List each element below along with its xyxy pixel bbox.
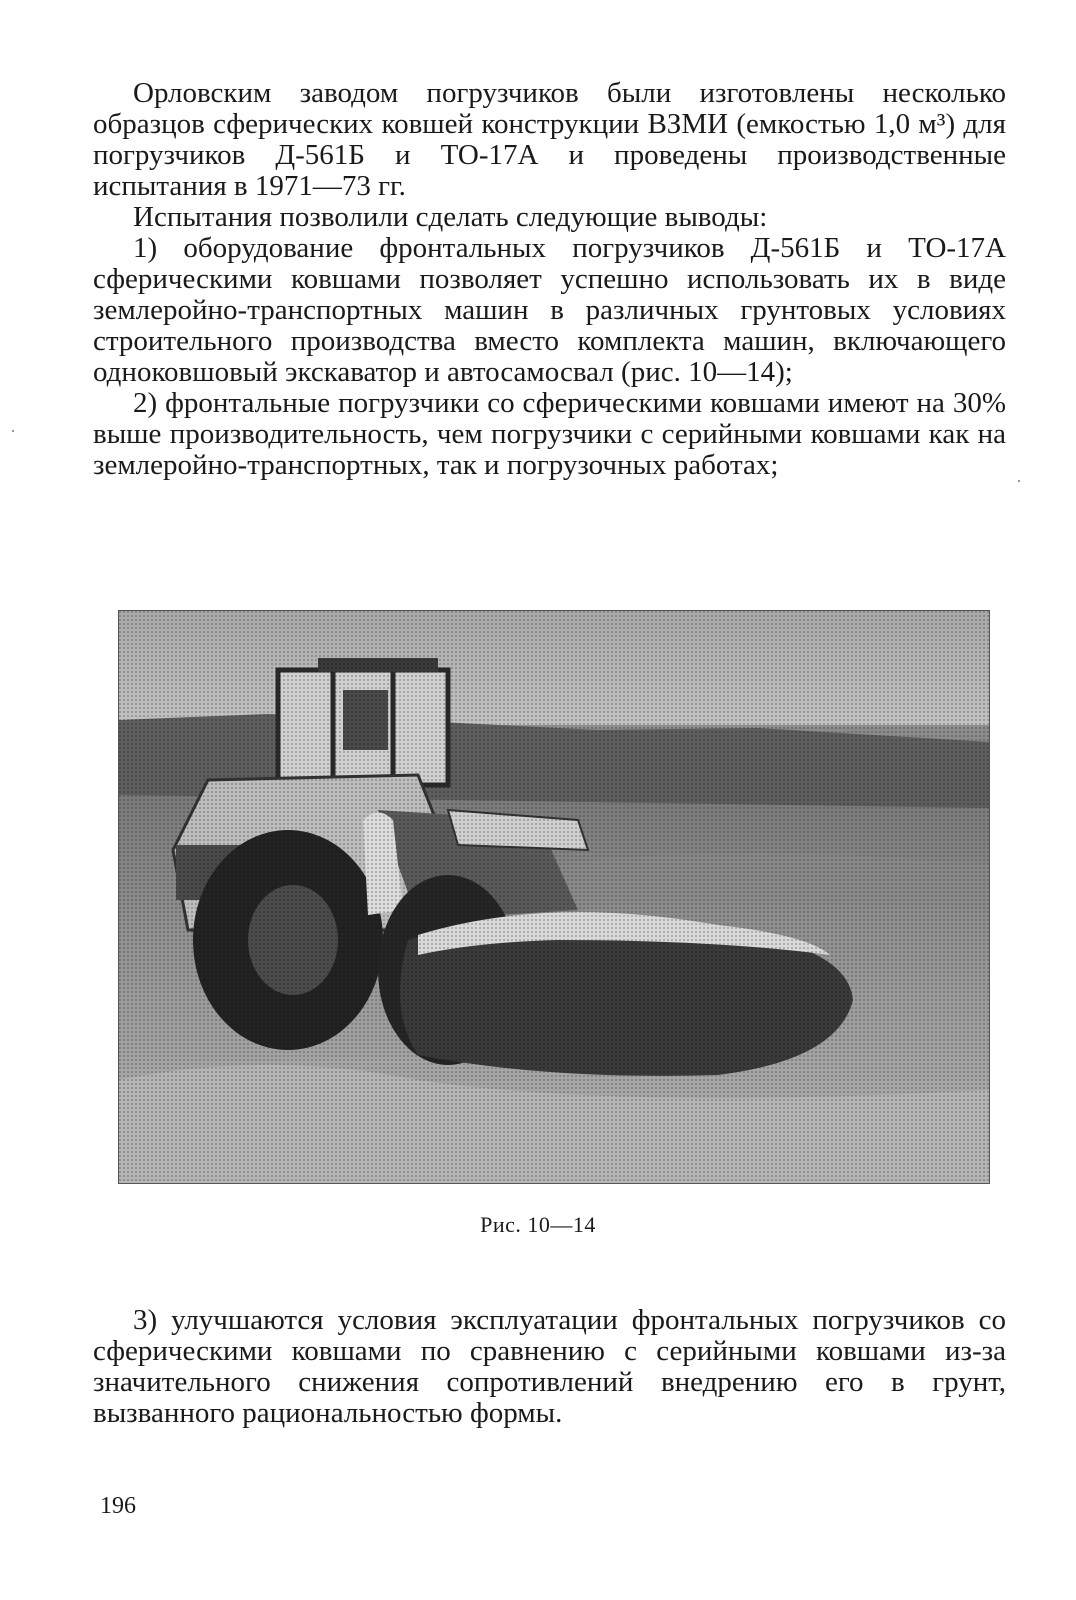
paragraph-conclusion-2: 2) фронтальные погрузчики со сферическими ковшами имеют на 30% выше производительность, чем погрузчики с серийными ковшами как на землеройно-транспортных, так и погрузочных работах; bbox=[93, 387, 1006, 481]
scan-speck bbox=[12, 430, 14, 432]
figure-caption: Рис. 10—14 bbox=[480, 1212, 596, 1237]
loader-photo bbox=[118, 610, 990, 1184]
paragraph-intro: Орловским заводом погрузчиков были изготовлены несколько образцов сферических ковшей конструкции ВЗМИ (емкостью 1,0 м³) для погрузчиков Д-561Б и ТО-17А и проведены производственные испытания в 1971—73 гг. bbox=[93, 77, 1006, 202]
paragraph-conclusion-1: 1) оборудование фронтальных погрузчиков Д-561Б и ТО-17А сферическими ковшами позволяет успешно использовать их в виде землеройно-транспортных машин в различных грунтовых условиях строительного производства вместо комплекта машин, включающего одноковшовый экскаватор и автосамосвал (рис. 10—14); bbox=[93, 232, 1006, 388]
body-text-top bbox=[93, 78, 1006, 481]
paragraph-conclusion-3: 3) улучшаются условия эксплуатации фронтальных погрузчиков со сферическими ковшами по сравнению с серийными ковшами из-за значительного снижения сопротивлений внедрению его в грунт, вызванного рациональностью формы. bbox=[93, 1304, 1006, 1429]
page-number: 196 bbox=[100, 1493, 136, 1519]
paragraph-conclusions-lead: Испытания позволили сделать следующие выводы: bbox=[133, 201, 768, 233]
body-text-bottom bbox=[93, 1305, 1006, 1429]
scan-speck bbox=[1018, 480, 1020, 482]
